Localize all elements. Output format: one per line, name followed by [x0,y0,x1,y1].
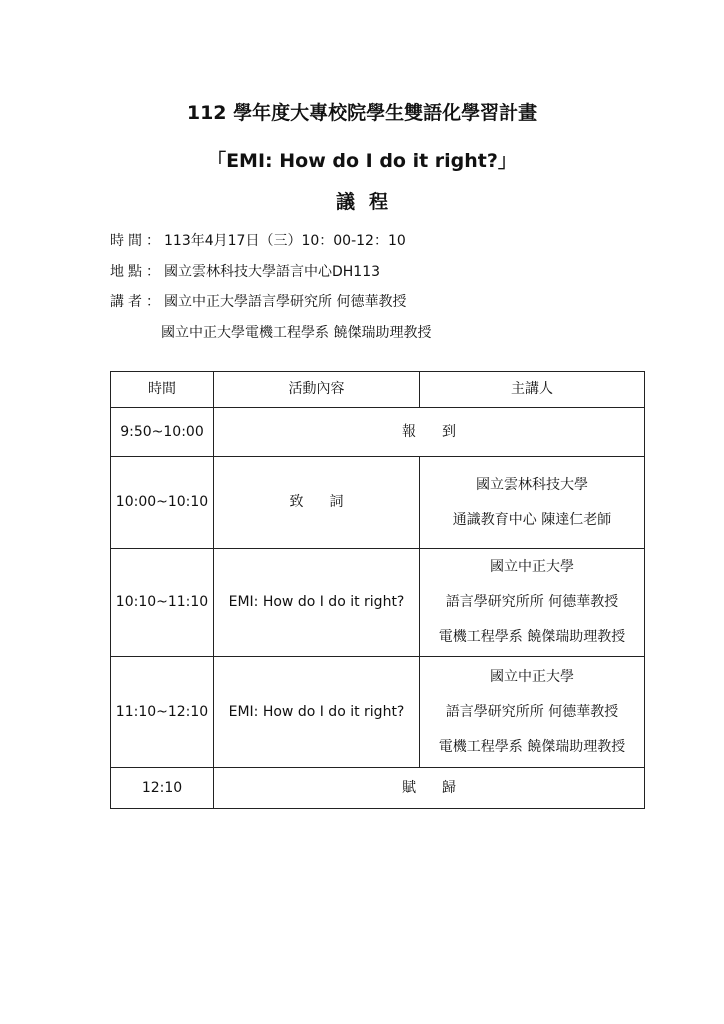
place-label: 地點： [110,264,164,280]
speaker-1: 國立中正大學語言學研究所 何德華教授 [164,294,407,310]
row-time: 12:10 [111,768,214,809]
info-speaker-2 [161,322,431,342]
place-value: 國立雲林科技大學語言中心DH113 [164,264,381,280]
time-label: 時間： [110,233,164,249]
row-activity: EMI: How do I do it right? [214,657,420,768]
speaker-line: 電機工程學系 饒傑瑞助理教授 [438,629,626,645]
table-row [111,657,645,768]
speaker-line: 通識教育中心 陳達仁老師 [452,511,612,528]
time-value: 113年4月17日（三）10：00-12：10 [164,233,406,249]
document-subtitle: 「EMI: How do I do it right?」 [207,150,517,172]
row-speaker [420,549,645,657]
row-activity: 報到 [214,408,645,457]
speaker-2: 國立中正大學電機工程學系 饒傑瑞助理教授 [161,325,432,341]
agenda-table [110,371,645,809]
table-row [111,457,645,549]
speaker-line: 電機工程學系 饒傑瑞助理教授 [438,738,626,755]
row-activity: EMI: How do I do it right? [214,549,420,657]
table-row [111,768,645,809]
speaker-line: 國立中正大學 [490,668,574,685]
table-header-row [111,372,645,408]
info-time [110,230,406,250]
document-title: 112 學年度大專校院學生雙語化學習計畫 [186,102,538,124]
row-time: 11:10~12:10 [111,657,214,768]
table-row [111,549,645,657]
header-time: 時間 [111,372,214,408]
header-activity: 活動內容 [214,372,420,408]
speaker-line: 語言學研究所所 何德華教授 [445,594,619,610]
info-place [110,261,380,281]
agenda-heading: 議程 [335,191,402,213]
info-speaker [110,291,406,311]
row-activity: 賦歸 [214,768,645,809]
header-speaker: 主講人 [420,372,645,408]
row-time: 10:10~11:10 [111,549,214,657]
speaker-line: 國立中正大學 [490,559,574,575]
speaker-label: 講者： [110,294,164,310]
speaker-line: 語言學研究所所 何德華教授 [445,703,619,720]
table-row [111,408,645,457]
row-speaker [420,457,645,549]
row-speaker [420,657,645,768]
speaker-line: 國立雲林科技大學 [476,476,588,493]
row-time: 9:50~10:00 [111,408,214,457]
row-time: 10:00~10:10 [111,457,214,549]
row-activity: 致詞 [214,457,420,549]
